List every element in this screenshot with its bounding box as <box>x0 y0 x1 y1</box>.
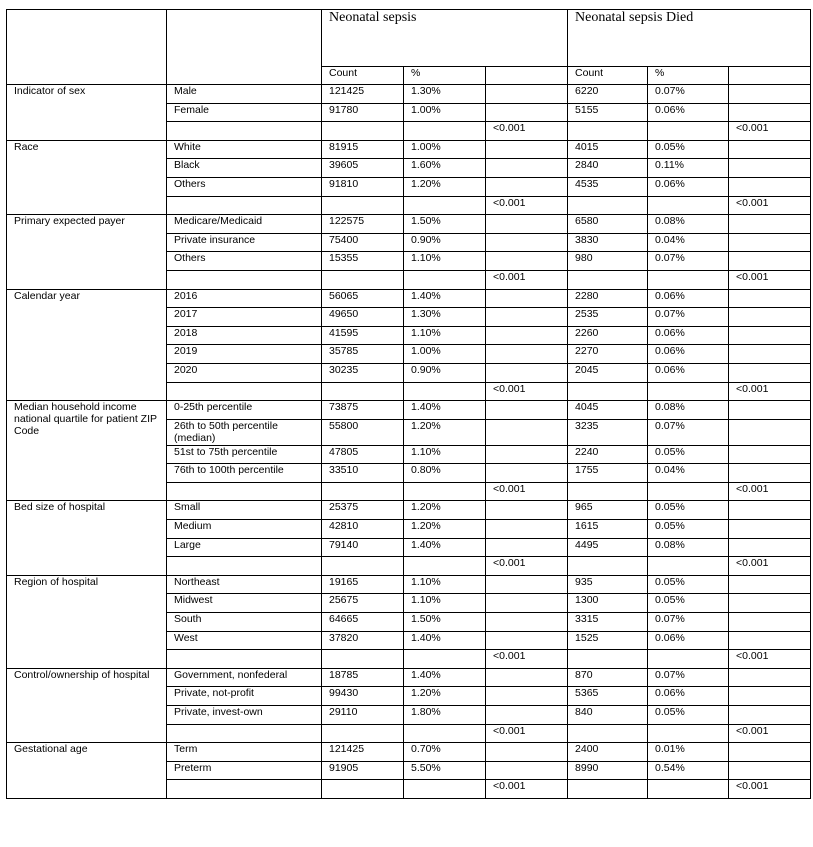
count-cell: 55800 <box>322 419 404 445</box>
blank-cell <box>486 445 568 464</box>
percent-died-cell: 0.07% <box>648 613 729 632</box>
p-value-died-cell: <0.001 <box>729 780 811 799</box>
category-label: Others <box>167 177 322 196</box>
blank-cell <box>648 382 729 401</box>
blank-cell <box>322 482 404 501</box>
percent-cell: 1.40% <box>404 401 486 420</box>
percent-cell: 0.90% <box>404 363 486 382</box>
category-label: Private, not-profit <box>167 687 322 706</box>
percent-died-cell: 0.07% <box>648 668 729 687</box>
blank-cell <box>486 363 568 382</box>
blank-cell <box>729 464 811 483</box>
blank-cell <box>167 780 322 799</box>
percent-died-cell: 0.07% <box>648 85 729 104</box>
blank-cell <box>648 724 729 743</box>
blank-cell <box>648 650 729 669</box>
p-value-died-cell: <0.001 <box>729 122 811 141</box>
percent-died-cell: 0.08% <box>648 401 729 420</box>
category-label: Northeast <box>167 575 322 594</box>
percent-died-cell: 0.05% <box>648 594 729 613</box>
blank-cell <box>322 557 404 576</box>
count-died-cell: 5365 <box>568 687 648 706</box>
blank-cell <box>486 345 568 364</box>
group-label: Indicator of sex <box>7 85 167 141</box>
blank-cell <box>167 122 322 141</box>
data-table <box>6 9 811 799</box>
count-died-cell: 1615 <box>568 520 648 539</box>
blank-cell <box>486 289 568 308</box>
category-label: South <box>167 613 322 632</box>
group-label: Control/ownership of hospital <box>7 668 167 742</box>
blank-cell <box>486 594 568 613</box>
count-died-cell: 840 <box>568 706 648 725</box>
count-cell: 30235 <box>322 363 404 382</box>
blank-cell <box>648 196 729 215</box>
percent-cell: 1.20% <box>404 687 486 706</box>
group-label: Calendar year <box>7 289 167 401</box>
subheader-blank <box>486 67 568 85</box>
percent-cell: 1.40% <box>404 668 486 687</box>
blank-cell <box>486 326 568 345</box>
header-blank-1 <box>7 10 167 85</box>
p-value-cell: <0.001 <box>486 780 568 799</box>
category-label: Midwest <box>167 594 322 613</box>
blank-cell <box>729 687 811 706</box>
blank-cell <box>486 401 568 420</box>
count-cell: 25375 <box>322 501 404 520</box>
blank-cell <box>729 215 811 234</box>
category-label: West <box>167 631 322 650</box>
blank-cell <box>404 270 486 289</box>
count-cell: 91905 <box>322 761 404 780</box>
p-value-cell: <0.001 <box>486 724 568 743</box>
blank-cell <box>404 382 486 401</box>
count-cell: 81915 <box>322 140 404 159</box>
p-value-cell: <0.001 <box>486 122 568 141</box>
group-label: Gestational age <box>7 743 167 799</box>
count-died-cell: 4045 <box>568 401 648 420</box>
blank-cell <box>729 103 811 122</box>
blank-cell <box>729 575 811 594</box>
blank-cell <box>648 122 729 141</box>
category-label: Term <box>167 743 322 762</box>
count-died-cell: 6220 <box>568 85 648 104</box>
blank-cell <box>568 270 648 289</box>
blank-cell <box>568 196 648 215</box>
blank-cell <box>486 159 568 178</box>
table-row <box>7 289 811 308</box>
count-died-cell: 2260 <box>568 326 648 345</box>
blank-cell <box>322 196 404 215</box>
group-label: Bed size of hospital <box>7 501 167 575</box>
percent-cell: 1.40% <box>404 631 486 650</box>
subheader-count: Count <box>322 67 404 85</box>
percent-died-cell: 0.06% <box>648 289 729 308</box>
count-died-cell: 4015 <box>568 140 648 159</box>
count-cell: 75400 <box>322 233 404 252</box>
blank-cell <box>729 308 811 327</box>
count-died-cell: 965 <box>568 501 648 520</box>
percent-died-cell: 0.05% <box>648 445 729 464</box>
category-label: Private insurance <box>167 233 322 252</box>
blank-cell <box>486 687 568 706</box>
count-died-cell: 4495 <box>568 538 648 557</box>
p-value-died-cell: <0.001 <box>729 650 811 669</box>
blank-cell <box>404 557 486 576</box>
blank-cell <box>729 613 811 632</box>
table-row <box>7 140 811 159</box>
percent-died-cell: 0.05% <box>648 706 729 725</box>
blank-cell <box>322 650 404 669</box>
blank-cell <box>729 631 811 650</box>
category-label: 0-25th percentile <box>167 401 322 420</box>
count-cell: 33510 <box>322 464 404 483</box>
p-value-cell: <0.001 <box>486 270 568 289</box>
blank-cell <box>729 706 811 725</box>
count-cell: 18785 <box>322 668 404 687</box>
blank-cell <box>486 631 568 650</box>
percent-died-cell: 0.11% <box>648 159 729 178</box>
blank-cell <box>729 445 811 464</box>
count-died-cell: 4535 <box>568 177 648 196</box>
category-label: Small <box>167 501 322 520</box>
blank-cell <box>648 780 729 799</box>
blank-cell <box>404 482 486 501</box>
count-cell: 91810 <box>322 177 404 196</box>
percent-cell: 1.60% <box>404 159 486 178</box>
p-value-cell: <0.001 <box>486 196 568 215</box>
percent-died-cell: 0.07% <box>648 252 729 271</box>
category-label: Black <box>167 159 322 178</box>
blank-cell <box>729 538 811 557</box>
table-row <box>7 668 811 687</box>
percent-died-cell: 0.54% <box>648 761 729 780</box>
blank-cell <box>648 270 729 289</box>
group-label: Race <box>7 140 167 214</box>
p-value-cell: <0.001 <box>486 650 568 669</box>
blank-cell <box>486 252 568 271</box>
blank-cell <box>729 401 811 420</box>
count-cell: 56065 <box>322 289 404 308</box>
blank-cell <box>486 575 568 594</box>
count-cell: 49650 <box>322 308 404 327</box>
percent-cell: 0.70% <box>404 743 486 762</box>
category-label: Others <box>167 252 322 271</box>
count-died-cell: 2840 <box>568 159 648 178</box>
category-label: 26th to 50th percentile (median) <box>167 419 322 445</box>
percent-died-cell: 0.05% <box>648 501 729 520</box>
count-died-cell: 2045 <box>568 363 648 382</box>
percent-cell: 1.10% <box>404 594 486 613</box>
blank-cell <box>568 482 648 501</box>
count-cell: 122575 <box>322 215 404 234</box>
percent-died-cell: 0.05% <box>648 520 729 539</box>
blank-cell <box>729 233 811 252</box>
percent-died-cell: 0.01% <box>648 743 729 762</box>
count-died-cell: 6580 <box>568 215 648 234</box>
header-neonatal-sepsis-died: Neonatal sepsis Died <box>568 10 811 67</box>
category-label: Private, invest-own <box>167 706 322 725</box>
table-row <box>7 215 811 234</box>
percent-died-cell: 0.06% <box>648 103 729 122</box>
count-cell: 25675 <box>322 594 404 613</box>
blank-cell <box>486 419 568 445</box>
count-cell: 19165 <box>322 575 404 594</box>
category-label: Medicare/Medicaid <box>167 215 322 234</box>
blank-cell <box>486 520 568 539</box>
blank-cell <box>404 724 486 743</box>
blank-cell <box>486 538 568 557</box>
count-died-cell: 1300 <box>568 594 648 613</box>
percent-cell: 5.50% <box>404 761 486 780</box>
percent-cell: 1.40% <box>404 538 486 557</box>
blank-cell <box>729 85 811 104</box>
count-cell: 73875 <box>322 401 404 420</box>
table-row <box>7 401 811 420</box>
percent-died-cell: 0.07% <box>648 308 729 327</box>
blank-cell <box>568 724 648 743</box>
percent-cell: 1.10% <box>404 445 486 464</box>
blank-cell <box>322 780 404 799</box>
blank-cell <box>648 557 729 576</box>
subheader-percent: % <box>404 67 486 85</box>
blank-cell <box>568 122 648 141</box>
count-died-cell: 3830 <box>568 233 648 252</box>
count-cell: 64665 <box>322 613 404 632</box>
p-value-died-cell: <0.001 <box>729 724 811 743</box>
count-cell: 42810 <box>322 520 404 539</box>
percent-cell: 1.20% <box>404 419 486 445</box>
count-cell: 37820 <box>322 631 404 650</box>
percent-died-cell: 0.05% <box>648 575 729 594</box>
blank-cell <box>322 724 404 743</box>
p-value-died-cell: <0.001 <box>729 482 811 501</box>
category-label: Medium <box>167 520 322 539</box>
p-value-cell: <0.001 <box>486 557 568 576</box>
percent-cell: 1.10% <box>404 575 486 594</box>
percent-cell: 1.40% <box>404 289 486 308</box>
table-row <box>7 743 811 762</box>
blank-cell <box>729 761 811 780</box>
header-neonatal-sepsis: Neonatal sepsis <box>322 10 568 67</box>
blank-cell <box>486 103 568 122</box>
blank-cell <box>404 780 486 799</box>
blank-cell <box>729 252 811 271</box>
percent-cell: 1.30% <box>404 85 486 104</box>
count-died-cell: 3235 <box>568 419 648 445</box>
subheader-percent: % <box>648 67 729 85</box>
blank-cell <box>167 482 322 501</box>
blank-cell <box>486 743 568 762</box>
percent-cell: 1.00% <box>404 345 486 364</box>
blank-cell <box>729 345 811 364</box>
count-died-cell: 5155 <box>568 103 648 122</box>
count-died-cell: 2400 <box>568 743 648 762</box>
count-died-cell: 2535 <box>568 308 648 327</box>
percent-died-cell: 0.06% <box>648 177 729 196</box>
table-row <box>7 85 811 104</box>
percent-died-cell: 0.08% <box>648 215 729 234</box>
header-blank-2 <box>167 10 322 85</box>
blank-cell <box>729 501 811 520</box>
blank-cell <box>729 520 811 539</box>
count-died-cell: 2280 <box>568 289 648 308</box>
percent-cell: 1.20% <box>404 520 486 539</box>
count-died-cell: 980 <box>568 252 648 271</box>
blank-cell <box>486 501 568 520</box>
category-label: Government, nonfederal <box>167 668 322 687</box>
category-label: Large <box>167 538 322 557</box>
p-value-died-cell: <0.001 <box>729 270 811 289</box>
percent-died-cell: 0.07% <box>648 419 729 445</box>
category-label: White <box>167 140 322 159</box>
count-cell: 121425 <box>322 85 404 104</box>
blank-cell <box>729 363 811 382</box>
percent-died-cell: 0.05% <box>648 140 729 159</box>
blank-cell <box>486 668 568 687</box>
category-label: 2020 <box>167 363 322 382</box>
percent-cell: 0.80% <box>404 464 486 483</box>
count-died-cell: 3315 <box>568 613 648 632</box>
count-cell: 41595 <box>322 326 404 345</box>
blank-cell <box>568 382 648 401</box>
blank-cell <box>486 706 568 725</box>
blank-cell <box>486 308 568 327</box>
blank-cell <box>568 780 648 799</box>
blank-cell <box>729 668 811 687</box>
percent-died-cell: 0.08% <box>648 538 729 557</box>
blank-cell <box>568 557 648 576</box>
category-label: 2016 <box>167 289 322 308</box>
percent-died-cell: 0.06% <box>648 687 729 706</box>
blank-cell <box>167 270 322 289</box>
percent-died-cell: 0.04% <box>648 233 729 252</box>
group-label: Region of hospital <box>7 575 167 668</box>
category-label: 2018 <box>167 326 322 345</box>
count-died-cell: 2270 <box>568 345 648 364</box>
category-label: 2019 <box>167 345 322 364</box>
group-label: Primary expected payer <box>7 215 167 289</box>
table-row <box>7 575 811 594</box>
p-value-died-cell: <0.001 <box>729 382 811 401</box>
category-label: 51st to 75th percentile <box>167 445 322 464</box>
blank-cell <box>568 650 648 669</box>
table-row <box>7 501 811 520</box>
blank-cell <box>167 382 322 401</box>
count-cell: 79140 <box>322 538 404 557</box>
category-label: 2017 <box>167 308 322 327</box>
blank-cell <box>404 122 486 141</box>
blank-cell <box>486 140 568 159</box>
count-cell: 35785 <box>322 345 404 364</box>
blank-cell <box>729 159 811 178</box>
percent-cell: 1.20% <box>404 501 486 520</box>
blank-cell <box>404 196 486 215</box>
count-cell: 29110 <box>322 706 404 725</box>
group-label: Median household income national quartile for patient ZIP Code <box>7 401 167 501</box>
blank-cell <box>322 382 404 401</box>
category-label: Preterm <box>167 761 322 780</box>
blank-cell <box>404 650 486 669</box>
blank-cell <box>729 743 811 762</box>
blank-cell <box>167 724 322 743</box>
blank-cell <box>486 215 568 234</box>
count-died-cell: 1525 <box>568 631 648 650</box>
count-cell: 39605 <box>322 159 404 178</box>
count-cell: 91780 <box>322 103 404 122</box>
p-value-cell: <0.001 <box>486 482 568 501</box>
blank-cell <box>729 326 811 345</box>
percent-cell: 1.30% <box>404 308 486 327</box>
blank-cell <box>167 650 322 669</box>
category-label: Male <box>167 85 322 104</box>
blank-cell <box>729 289 811 308</box>
p-value-cell: <0.001 <box>486 382 568 401</box>
blank-cell <box>729 419 811 445</box>
percent-cell: 1.00% <box>404 140 486 159</box>
percent-died-cell: 0.06% <box>648 345 729 364</box>
blank-cell <box>486 233 568 252</box>
header-row <box>7 10 811 67</box>
percent-cell: 1.20% <box>404 177 486 196</box>
blank-cell <box>322 270 404 289</box>
percent-cell: 1.10% <box>404 326 486 345</box>
count-died-cell: 2240 <box>568 445 648 464</box>
percent-cell: 1.10% <box>404 252 486 271</box>
blank-cell <box>729 594 811 613</box>
percent-cell: 1.50% <box>404 215 486 234</box>
subheader-blank <box>729 67 811 85</box>
blank-cell <box>486 761 568 780</box>
blank-cell <box>322 122 404 141</box>
subheader-count: Count <box>568 67 648 85</box>
p-value-died-cell: <0.001 <box>729 557 811 576</box>
percent-died-cell: 0.06% <box>648 326 729 345</box>
blank-cell <box>486 177 568 196</box>
blank-cell <box>486 85 568 104</box>
blank-cell <box>648 482 729 501</box>
count-died-cell: 935 <box>568 575 648 594</box>
percent-died-cell: 0.04% <box>648 464 729 483</box>
blank-cell <box>167 196 322 215</box>
count-cell: 15355 <box>322 252 404 271</box>
percent-died-cell: 0.06% <box>648 631 729 650</box>
percent-cell: 1.00% <box>404 103 486 122</box>
percent-cell: 1.80% <box>404 706 486 725</box>
blank-cell <box>167 557 322 576</box>
category-label: Female <box>167 103 322 122</box>
blank-cell <box>486 613 568 632</box>
blank-cell <box>729 177 811 196</box>
count-died-cell: 1755 <box>568 464 648 483</box>
percent-died-cell: 0.06% <box>648 363 729 382</box>
count-cell: 121425 <box>322 743 404 762</box>
p-value-died-cell: <0.001 <box>729 196 811 215</box>
category-label: 76th to 100th percentile <box>167 464 322 483</box>
count-cell: 47805 <box>322 445 404 464</box>
count-died-cell: 8990 <box>568 761 648 780</box>
percent-cell: 0.90% <box>404 233 486 252</box>
blank-cell <box>729 140 811 159</box>
count-cell: 99430 <box>322 687 404 706</box>
count-died-cell: 870 <box>568 668 648 687</box>
blank-cell <box>486 464 568 483</box>
percent-cell: 1.50% <box>404 613 486 632</box>
